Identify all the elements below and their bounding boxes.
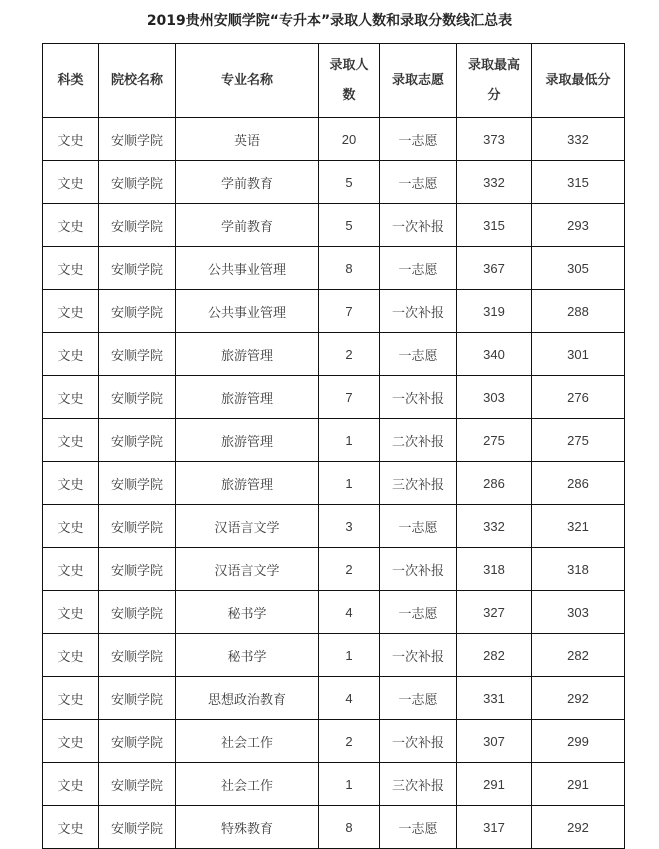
cell-admitted-count: 2 <box>319 548 380 591</box>
cell-admission-choice: 一志愿 <box>380 591 457 634</box>
cell-major-name: 英语 <box>176 118 319 161</box>
table-row <box>43 677 625 720</box>
table-header-row <box>43 44 625 118</box>
cell-highest-score: 307 <box>457 720 532 763</box>
cell-school-name: 安顺学院 <box>99 505 176 548</box>
cell-category: 文史 <box>43 118 99 161</box>
cell-highest-score: 315 <box>457 204 532 247</box>
cell-highest-score: 332 <box>457 161 532 204</box>
header-admitted-count-label: 录取人数 <box>329 57 369 103</box>
cell-highest-score: 317 <box>457 806 532 849</box>
cell-category: 文史 <box>43 290 99 333</box>
cell-highest-score: 282 <box>457 634 532 677</box>
table-row <box>43 290 625 333</box>
table-row <box>43 806 625 849</box>
cell-category: 文史 <box>43 419 99 462</box>
cell-major-name: 社会工作 <box>176 720 319 763</box>
cell-admission-choice: 一次补报 <box>380 290 457 333</box>
cell-school-name: 安顺学院 <box>99 634 176 677</box>
cell-category: 文史 <box>43 634 99 677</box>
cell-lowest-score: 305 <box>532 247 625 290</box>
cell-admission-choice: 一志愿 <box>380 333 457 376</box>
cell-lowest-score: 292 <box>532 806 625 849</box>
cell-category: 文史 <box>43 376 99 419</box>
cell-lowest-score: 275 <box>532 419 625 462</box>
cell-school-name: 安顺学院 <box>99 118 176 161</box>
cell-highest-score: 275 <box>457 419 532 462</box>
cell-highest-score: 286 <box>457 462 532 505</box>
table-row <box>43 204 625 247</box>
header-school-name: 院校名称 <box>99 44 176 118</box>
cell-admission-choice: 一次补报 <box>380 204 457 247</box>
cell-category: 文史 <box>43 462 99 505</box>
cell-category: 文史 <box>43 806 99 849</box>
cell-school-name: 安顺学院 <box>99 247 176 290</box>
cell-major-name: 旅游管理 <box>176 419 319 462</box>
table-row <box>43 505 625 548</box>
header-category: 科类 <box>43 44 99 118</box>
cell-category: 文史 <box>43 161 99 204</box>
cell-major-name: 秘书学 <box>176 634 319 677</box>
cell-school-name: 安顺学院 <box>99 204 176 247</box>
table-row <box>43 763 625 806</box>
cell-category: 文史 <box>43 763 99 806</box>
cell-major-name: 秘书学 <box>176 591 319 634</box>
header-major-name: 专业名称 <box>176 44 319 118</box>
table-row <box>43 720 625 763</box>
admission-score-table <box>42 43 625 849</box>
cell-category: 文史 <box>43 720 99 763</box>
cell-admission-choice: 一次补报 <box>380 376 457 419</box>
cell-major-name: 旅游管理 <box>176 333 319 376</box>
table-row <box>43 462 625 505</box>
cell-lowest-score: 276 <box>532 376 625 419</box>
cell-highest-score: 318 <box>457 548 532 591</box>
cell-major-name: 特殊教育 <box>176 806 319 849</box>
cell-highest-score: 291 <box>457 763 532 806</box>
cell-school-name: 安顺学院 <box>99 677 176 720</box>
cell-category: 文史 <box>43 333 99 376</box>
table-row <box>43 161 625 204</box>
cell-admission-choice: 一志愿 <box>380 161 457 204</box>
cell-lowest-score: 293 <box>532 204 625 247</box>
cell-school-name: 安顺学院 <box>99 462 176 505</box>
cell-admission-choice: 二次补报 <box>380 419 457 462</box>
cell-admitted-count: 4 <box>319 591 380 634</box>
cell-lowest-score: 332 <box>532 118 625 161</box>
table-row <box>43 247 625 290</box>
cell-school-name: 安顺学院 <box>99 419 176 462</box>
cell-lowest-score: 318 <box>532 548 625 591</box>
cell-school-name: 安顺学院 <box>99 548 176 591</box>
table-row <box>43 548 625 591</box>
cell-admitted-count: 2 <box>319 720 380 763</box>
page-title: 2019贵州安顺学院“专升本”录取人数和录取分数线汇总表 <box>146 13 513 29</box>
header-highest-score <box>457 44 532 118</box>
cell-admission-choice: 一次补报 <box>380 720 457 763</box>
cell-admission-choice: 一志愿 <box>380 247 457 290</box>
cell-admission-choice: 一次补报 <box>380 548 457 591</box>
cell-school-name: 安顺学院 <box>99 376 176 419</box>
cell-major-name: 社会工作 <box>176 763 319 806</box>
cell-category: 文史 <box>43 548 99 591</box>
header-lowest-score: 录取最低分 <box>532 44 625 118</box>
cell-admitted-count: 5 <box>319 204 380 247</box>
cell-school-name: 安顺学院 <box>99 161 176 204</box>
cell-admitted-count: 1 <box>319 763 380 806</box>
cell-highest-score: 319 <box>457 290 532 333</box>
cell-major-name: 思想政治教育 <box>176 677 319 720</box>
cell-major-name: 旅游管理 <box>176 376 319 419</box>
cell-school-name: 安顺学院 <box>99 333 176 376</box>
cell-lowest-score: 299 <box>532 720 625 763</box>
cell-major-name: 学前教育 <box>176 204 319 247</box>
cell-category: 文史 <box>43 591 99 634</box>
cell-lowest-score: 292 <box>532 677 625 720</box>
cell-major-name: 学前教育 <box>176 161 319 204</box>
cell-highest-score: 373 <box>457 118 532 161</box>
cell-admitted-count: 1 <box>319 419 380 462</box>
cell-lowest-score: 288 <box>532 290 625 333</box>
cell-highest-score: 331 <box>457 677 532 720</box>
cell-lowest-score: 291 <box>532 763 625 806</box>
cell-admitted-count: 1 <box>319 634 380 677</box>
cell-category: 文史 <box>43 505 99 548</box>
cell-admitted-count: 3 <box>319 505 380 548</box>
cell-admitted-count: 7 <box>319 290 380 333</box>
cell-admission-choice: 一志愿 <box>380 505 457 548</box>
cell-highest-score: 303 <box>457 376 532 419</box>
cell-lowest-score: 315 <box>532 161 625 204</box>
cell-admission-choice: 一志愿 <box>380 806 457 849</box>
cell-admission-choice: 三次补报 <box>380 462 457 505</box>
cell-admission-choice: 三次补报 <box>380 763 457 806</box>
cell-lowest-score: 301 <box>532 333 625 376</box>
cell-admitted-count: 1 <box>319 462 380 505</box>
cell-highest-score: 367 <box>457 247 532 290</box>
cell-lowest-score: 286 <box>532 462 625 505</box>
header-admission-choice: 录取志愿 <box>380 44 457 118</box>
table-row <box>43 333 625 376</box>
cell-major-name: 汉语言文学 <box>176 548 319 591</box>
cell-admission-choice: 一次补报 <box>380 634 457 677</box>
cell-highest-score: 327 <box>457 591 532 634</box>
cell-major-name: 公共事业管理 <box>176 247 319 290</box>
table-row <box>43 419 625 462</box>
cell-category: 文史 <box>43 247 99 290</box>
cell-lowest-score: 321 <box>532 505 625 548</box>
cell-category: 文史 <box>43 204 99 247</box>
cell-admission-choice: 一志愿 <box>380 118 457 161</box>
cell-major-name: 公共事业管理 <box>176 290 319 333</box>
table-row <box>43 118 625 161</box>
cell-category: 文史 <box>43 677 99 720</box>
cell-admitted-count: 5 <box>319 161 380 204</box>
cell-highest-score: 340 <box>457 333 532 376</box>
cell-lowest-score: 282 <box>532 634 625 677</box>
cell-admitted-count: 20 <box>319 118 380 161</box>
table-row <box>43 634 625 677</box>
cell-school-name: 安顺学院 <box>99 290 176 333</box>
header-admitted-count <box>319 44 380 118</box>
cell-admitted-count: 7 <box>319 376 380 419</box>
cell-lowest-score: 303 <box>532 591 625 634</box>
cell-school-name: 安顺学院 <box>99 806 176 849</box>
cell-school-name: 安顺学院 <box>99 591 176 634</box>
cell-admitted-count: 4 <box>319 677 380 720</box>
table-row <box>43 591 625 634</box>
cell-admitted-count: 2 <box>319 333 380 376</box>
cell-admitted-count: 8 <box>319 806 380 849</box>
cell-admitted-count: 8 <box>319 247 380 290</box>
cell-major-name: 旅游管理 <box>176 462 319 505</box>
cell-major-name: 汉语言文学 <box>176 505 319 548</box>
cell-admission-choice: 一志愿 <box>380 677 457 720</box>
cell-school-name: 安顺学院 <box>99 720 176 763</box>
cell-school-name: 安顺学院 <box>99 763 176 806</box>
header-highest-score-label: 录取最高分 <box>467 57 520 103</box>
cell-highest-score: 332 <box>457 505 532 548</box>
table-row <box>43 376 625 419</box>
